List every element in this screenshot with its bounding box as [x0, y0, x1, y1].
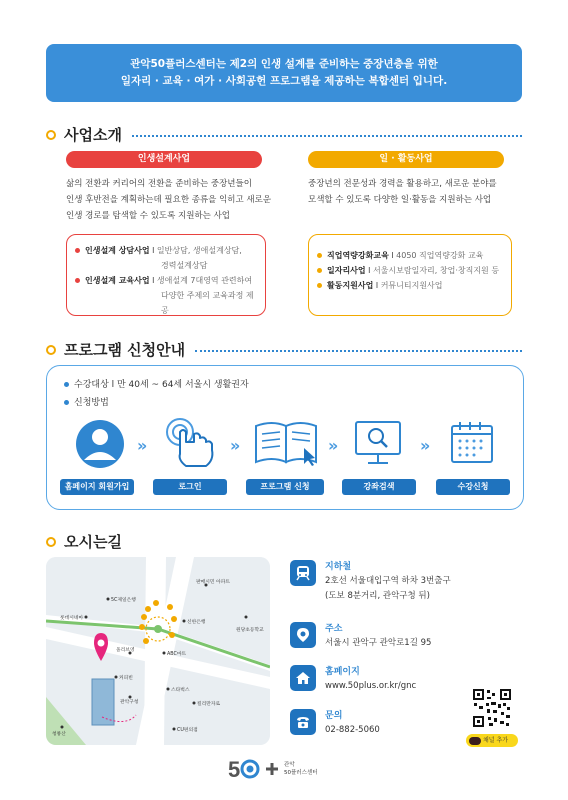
- eligibility-text: 수강대상 l 만 40세 ~ 64세 서울시 생활권자: [74, 380, 249, 390]
- item-detail: 4050 직업역량강화 교육: [396, 251, 484, 260]
- map-label: 스타벅스: [171, 688, 190, 693]
- map-label: 롯데시네마: [60, 616, 84, 621]
- search-monitor-icon: [352, 418, 408, 468]
- step-apply-button: 프로그램 신청: [246, 479, 324, 495]
- item-detail: 다양한 주제의 교육과정 제공: [161, 291, 254, 315]
- homepage-url[interactable]: www.50plus.or.kr/gnc: [325, 681, 417, 691]
- item-detail: 경력설계상담: [161, 261, 208, 270]
- qr-code-icon: [472, 688, 512, 728]
- svg-text:5: 5: [228, 757, 241, 781]
- kakao-label: 채널 추가: [483, 737, 509, 744]
- chevron-right-icon: »: [328, 436, 339, 455]
- chevron-right-icon: »: [137, 436, 148, 455]
- step-enroll-button: 수강신청: [436, 479, 510, 495]
- item-name: 일자리사업: [327, 266, 366, 275]
- banner-line-2: 일자리 · 교육 · 여가 · 사회공헌 프로그램을 제공하는 복합센터 입니다.: [120, 75, 448, 87]
- 50plus-logo-icon: [228, 757, 280, 781]
- calendar-icon: [446, 418, 502, 468]
- business-section-heading: [46, 124, 522, 145]
- map-drawing: [46, 557, 270, 745]
- item-name: 인생설계 상담사업: [85, 246, 150, 255]
- map-label: 5C제일은행: [111, 598, 136, 603]
- map-label: 신한은행: [187, 620, 206, 625]
- list-item: 인생설계 교육사업 l 생애설계 7대영역 관련하여: [75, 273, 257, 288]
- work-activity-desc: [308, 176, 518, 208]
- item-detail: 서울시보람일자리, 창업·창직지원 등: [372, 266, 500, 275]
- address-title: 주소: [325, 624, 343, 634]
- item-name: 인생설계 교육사업: [85, 276, 150, 285]
- home-icon: [290, 665, 316, 691]
- subway-line-1: 2호선 서울대입구역 하차 3번출구: [325, 576, 451, 586]
- address-info: [290, 622, 431, 651]
- life-design-desc: [66, 176, 276, 224]
- map-label: 청룡산: [52, 732, 66, 737]
- item-name: 직업역량강화교육: [327, 251, 389, 260]
- life-design-box: [66, 234, 266, 316]
- eligibility-line: [64, 377, 249, 390]
- phone-icon: [290, 709, 316, 735]
- work-activity-pill: 일 · 활동사업: [308, 151, 504, 168]
- method-text: 신청방법: [74, 398, 109, 408]
- map-label: 원당초등학교: [236, 628, 264, 633]
- item-detail: 일반상담, 생애설계상담,: [156, 246, 242, 255]
- location-map: [46, 557, 270, 745]
- list-item-cont: [75, 288, 257, 318]
- dotted-divider: [195, 350, 522, 352]
- program-section-heading: [46, 339, 522, 360]
- list-item: 일자리사업 l 서울시보람일자리, 창업·창직지원 등: [317, 263, 503, 278]
- location-pin-icon: [290, 622, 316, 648]
- circle-bullet-icon: [46, 345, 56, 355]
- list-item: 활동지원사업 l 커뮤니티지원사업: [317, 278, 503, 293]
- subway-info: [290, 560, 451, 604]
- contact-title: 문의: [325, 711, 343, 721]
- homepage-title: 홈페이지: [325, 667, 360, 677]
- step-login-button: 로그인: [153, 479, 227, 495]
- item-name: 활동지원사업: [327, 281, 374, 290]
- map-label: CU편의점: [177, 728, 198, 733]
- circle-bullet-icon: [46, 537, 56, 547]
- desc-line: 인생 경로를 탐색할 수 있도록 지원하는 사업: [66, 211, 231, 221]
- item-detail: 커뮤니티지원사업: [380, 281, 443, 290]
- desc-line: 삶의 전환과 커리어의 전환을 준비하는 중장년들이: [66, 179, 252, 189]
- homepage-info: [290, 665, 416, 694]
- user-icon: [74, 418, 130, 470]
- dotted-divider: [132, 135, 522, 137]
- desc-line: 모색할 수 있도록 다양한 일·활동을 지원하는 사업: [308, 195, 492, 205]
- life-design-pill: 인생설계사업: [66, 151, 262, 168]
- kakao-icon: [469, 737, 481, 745]
- blue-dot-icon: [64, 400, 69, 405]
- yellow-dot-icon: [317, 283, 322, 288]
- contact-info: [290, 709, 380, 738]
- footer-logo: [228, 757, 318, 781]
- step-search-button: 강좌검색: [342, 479, 416, 495]
- chevron-right-icon: »: [420, 436, 431, 455]
- program-heading: 프로그램 신청안내: [64, 341, 186, 359]
- subway-title: 지하철: [325, 562, 352, 572]
- business-heading: 사업소개: [64, 126, 122, 144]
- book-icon: [252, 418, 322, 468]
- red-dot-icon: [75, 278, 80, 283]
- yellow-dot-icon: [317, 253, 322, 258]
- map-label: 킬리만자로: [197, 702, 221, 707]
- location-heading: 오시는길: [64, 533, 122, 551]
- footer-name-line1: 관악: [284, 762, 295, 768]
- circle-bullet-icon: [46, 130, 56, 140]
- chevron-right-icon: »: [230, 436, 241, 455]
- map-label: ABC마트: [167, 652, 187, 657]
- list-item: 인생설계 상담사업 l 일반상담, 생애설계상담,: [75, 243, 257, 258]
- footer-name-line2: 50플러스센터: [284, 770, 318, 776]
- map-label: 관악구청: [120, 700, 139, 705]
- desc-line: 인생 후반전을 계획하는데 필요한 종류을 익히고 새로운: [66, 195, 272, 205]
- map-label: 판매시민 아파트: [196, 580, 230, 585]
- step-signup-button: 홈페이지 회원가입: [60, 479, 134, 495]
- method-line: [64, 395, 109, 408]
- footer-center-name: [284, 761, 318, 777]
- map-label: 커피빈: [119, 676, 133, 681]
- work-activity-box: [308, 234, 512, 316]
- intro-banner: [46, 44, 522, 102]
- item-detail: 생애설계 7대영역 관련하여: [156, 276, 253, 285]
- subway-line-2: (도보 8분거리, 관악구청 뒤): [325, 591, 430, 601]
- red-dot-icon: [75, 248, 80, 253]
- banner-line-1: 관악50플러스센터는 제2의 인생 설계를 준비하는 중장년층을 위한: [130, 58, 438, 70]
- click-hand-icon: [160, 416, 224, 472]
- location-section-heading: [46, 531, 166, 552]
- blue-dot-icon: [64, 382, 69, 387]
- desc-line: 중장년의 전문성과 경력을 활용하고, 새로운 분야를: [308, 179, 497, 189]
- subway-icon: [290, 560, 316, 586]
- kakao-channel-button[interactable]: [466, 734, 518, 747]
- address-text: 서울시 관악구 관악로1길 95: [325, 638, 432, 648]
- yellow-dot-icon: [317, 268, 322, 273]
- contact-phone[interactable]: 02-882-5060: [325, 725, 380, 735]
- list-item-cont: [75, 258, 257, 273]
- list-item: 직업역량강화교육 l 4050 직업역량강화 교육: [317, 248, 503, 263]
- map-label: 올리브영: [116, 648, 135, 653]
